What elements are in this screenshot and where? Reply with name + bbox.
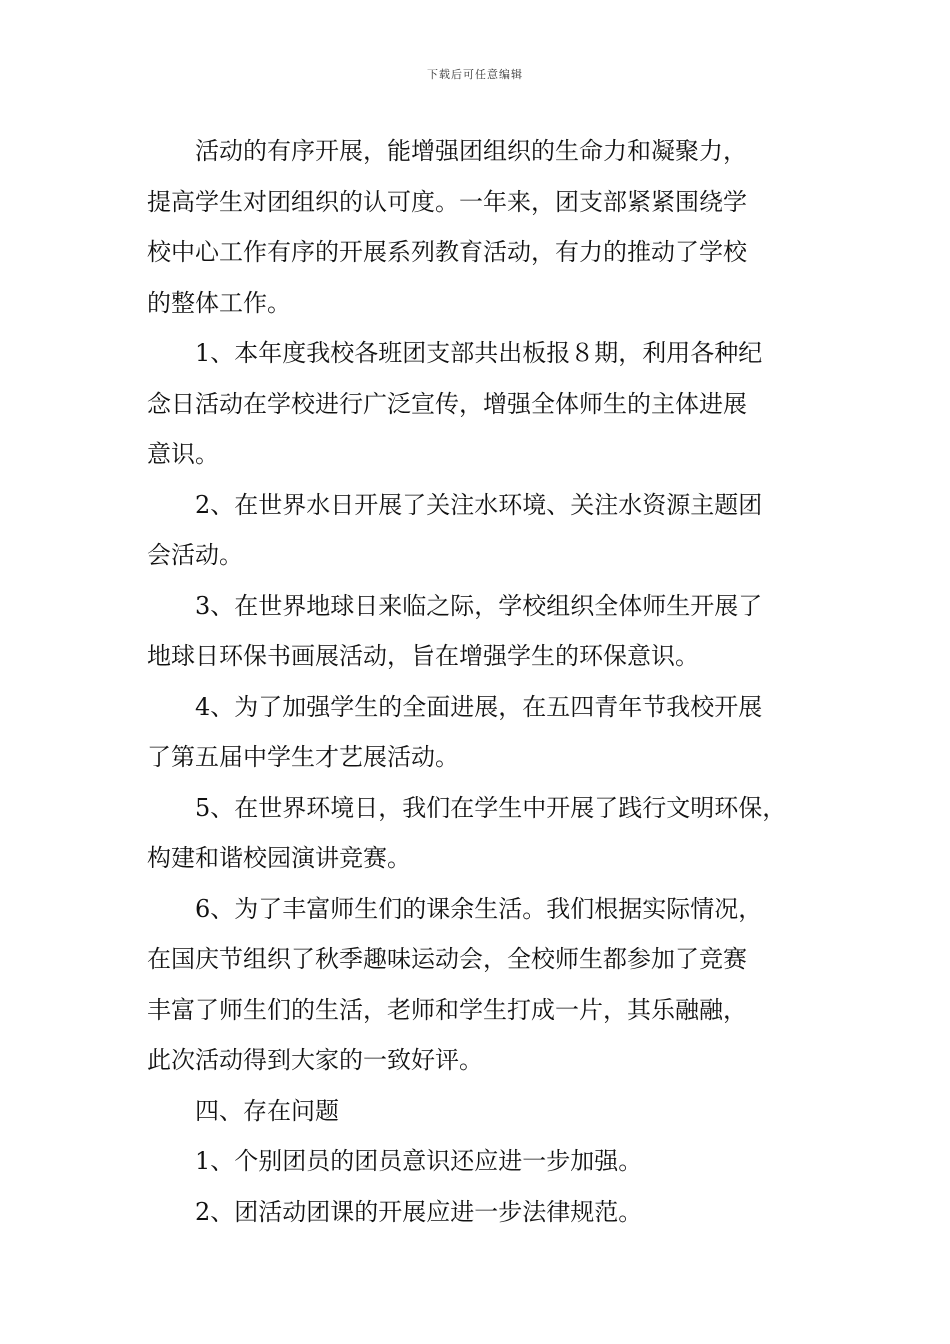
page-header: 下载后可任意编辑	[427, 68, 523, 81]
text-line: 活动的有序开展，能增强团组织的生命力和凝聚力，	[195, 137, 747, 165]
text-line: 4、为了加强学生的全面进展，在五四青年节我校开展	[195, 692, 763, 721]
text-line: 2、在世界水日开展了关注水环境、关注水资源主题团	[195, 490, 763, 519]
text-line: 会活动。	[147, 541, 243, 569]
text-line: 3、在世界地球日来临之际，学校组织全体师生开展了	[195, 591, 763, 620]
text-line: 念日活动在学校进行广泛宣传，增强全体师生的主体进展	[147, 389, 747, 418]
document-body	[147, 126, 819, 1237]
text-line: 2、团活动团课的开展应进一步法律规范。	[195, 1197, 643, 1226]
text-line: 四、存在问题	[195, 1096, 339, 1125]
text-line: 5、在世界环境日，我们在学生中开展了践行文明环保，	[195, 793, 787, 822]
text-line: 地球日环保书画展活动，旨在增强学生的环保意识。	[147, 642, 699, 670]
text-line: 意识。	[147, 440, 219, 468]
text-line: 在国庆节组织了秋季趣味运动会，全校师生都参加了竞赛	[147, 945, 747, 973]
text-line: 1、个别团员的团员意识还应进一步加强。	[195, 1147, 643, 1175]
text-line: 丰富了师生们的生活，老师和学生打成一片，其乐融融，	[147, 995, 747, 1024]
text-line: 了第五届中学生才艺展活动。	[147, 743, 459, 771]
text-line: 的整体工作。	[147, 288, 291, 317]
text-line: 校中心工作有序的开展系列教育活动，有力的推动了学校	[147, 238, 747, 266]
text-line: 构建和谐校园演讲竞赛。	[147, 844, 411, 872]
text-line: 1、本年度我校各班团支部共出板报８期，利用各种纪	[195, 339, 763, 367]
text-line: 提高学生对团组织的认可度。一年来，团支部紧紧围绕学	[147, 187, 747, 216]
text-line: 此次活动得到大家的一致好评。	[147, 1046, 483, 1074]
text-line: 6、为了丰富师生们的课余生活。我们根据实际情况，	[195, 894, 763, 923]
